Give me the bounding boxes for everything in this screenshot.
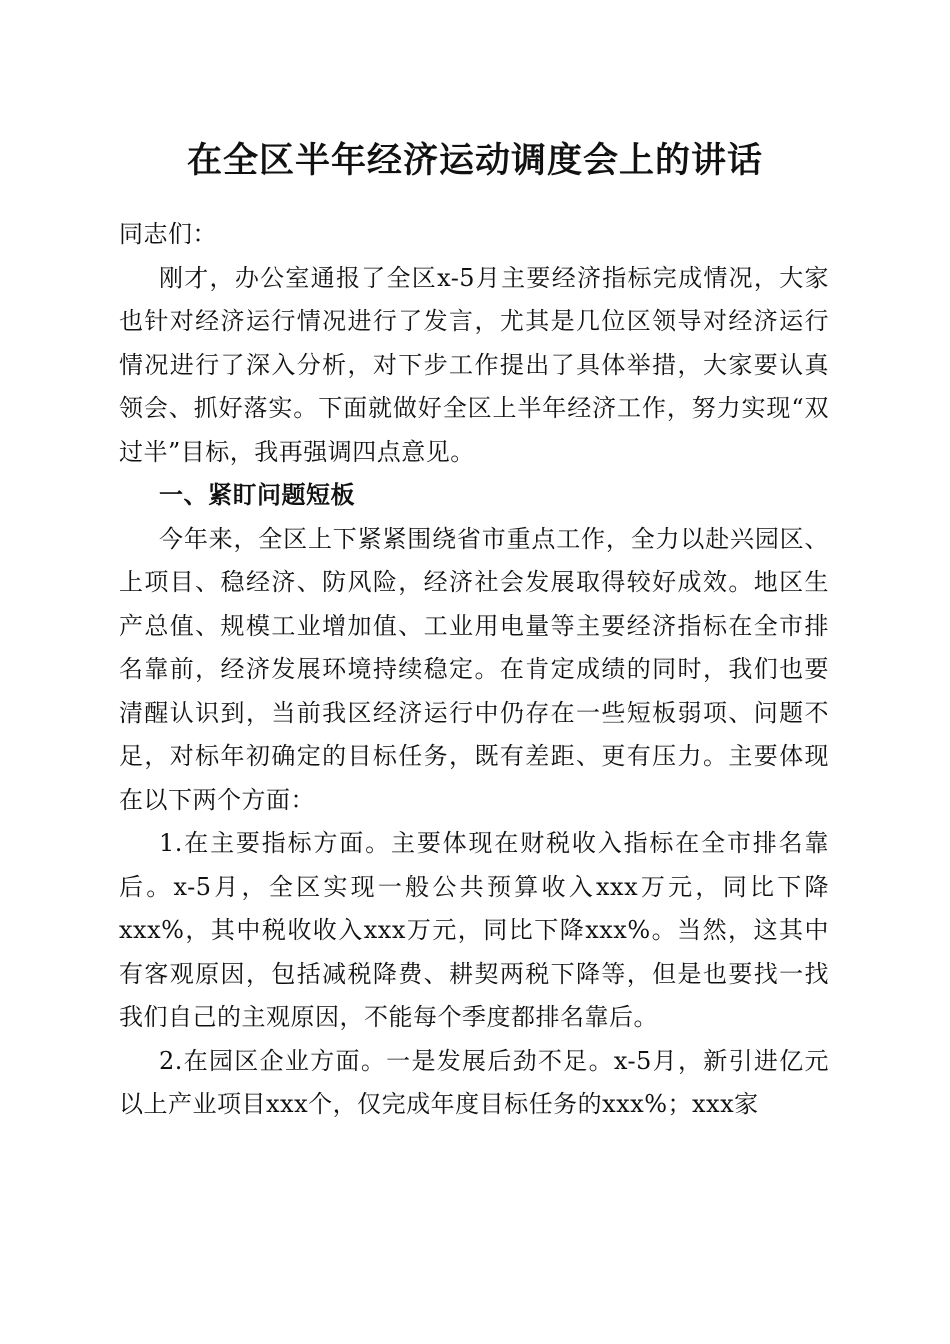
document-body <box>119 213 829 1127</box>
document-title: 在全区半年经济运动调度会上的讲话 <box>186 140 763 181</box>
point-2-paragraph: 2.在园区企业方面。一是发展后劲不足。x-5月，新引进亿元以上产业项目xxx个，仅完成年度目标任务的xxx%；xxx家 <box>119 1046 829 1118</box>
section-heading-1: 一、紧盯问题短板 <box>159 481 355 509</box>
intro-paragraph: 刚才，办公室通报了全区x-5月主要经济指标完成情况，大家也针对经济运行情况进行了发言，尤其是几位区领导对经济运行情况进行了深入分析，对下步工作提出了具体举措，大家要认真领会、抓好落实。下面就做好全区上半年经济工作，努力实现“双过半”目标，我再强调四点意见。 <box>119 263 829 466</box>
point-1-paragraph: 1.在主要指标方面。主要体现在财税收入指标在全市排名靠后。x-5月，全区实现一般公共预算收入xxx万元，同比下降xxx%，其中税收收入xxx万元，同比下降xxx%。当然，这其中有客观原因，包括减税降费、耕契两税下降等，但是也要找一找我们自己的主观原因，不能每个季度都排名靠后。 <box>119 829 829 1031</box>
section-1-paragraph: 今年来，全区上下紧紧围绕省市重点工作，全力以赴兴园区、上项目、稳经济、防风险，经济社会发展取得较好成效。地区生产总值、规模工业增加值、工业用电量等主要经济指标在全市排名靠前，经济发展环境持续稳定。在肯定成绩的同时，我们也要清醒认识到，当前我区经济运行中仍存在一些短板弱项、问题不足，对标年初确定的目标任务，既有差距、更有压力。主要体现在以下两个方面： <box>119 524 829 814</box>
salutation: 同志们： <box>119 220 217 248</box>
